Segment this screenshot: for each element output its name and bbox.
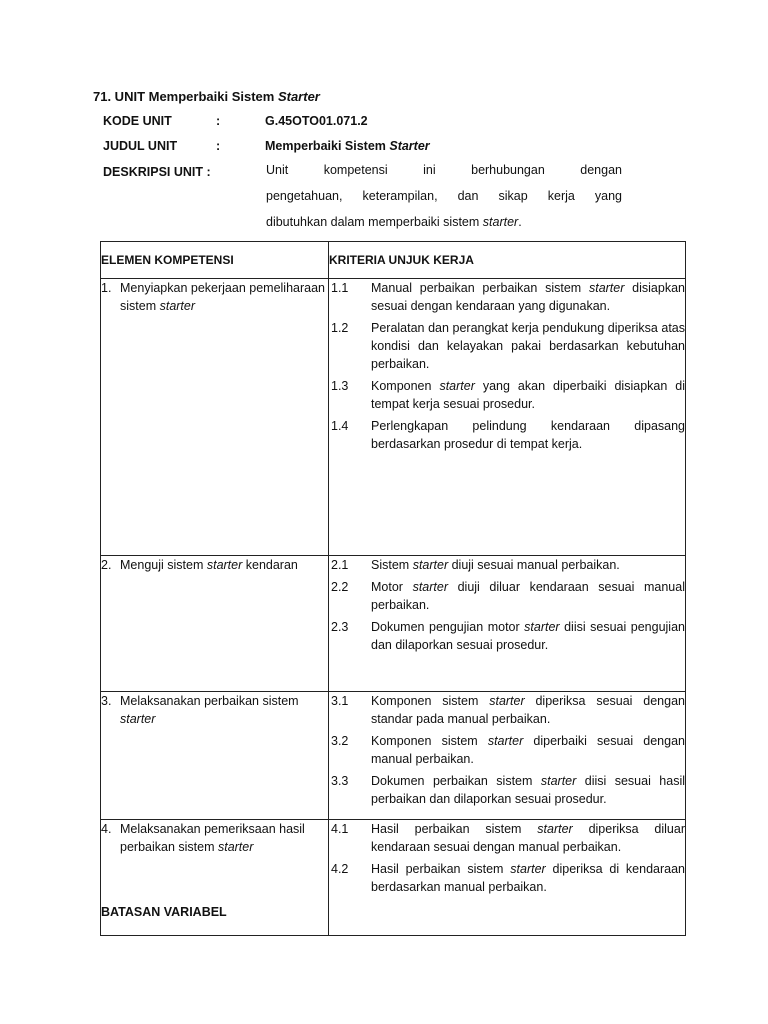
- kriteria-number: 4.2: [331, 862, 349, 876]
- kriteria-text: Dokumen pengujian motor starter diisi sesuai pengujian dan dilaporkan sesuai prosedur.: [371, 620, 685, 652]
- kriteria-item: [329, 319, 685, 373]
- kriteria-number: 1.1: [331, 281, 349, 295]
- deskripsi-line-3-italic: starter: [482, 215, 519, 229]
- judul-unit-value: [265, 137, 430, 155]
- elemen-text: Melaksanakan pemeriksaan hasil perbaikan sistem starter: [120, 822, 305, 854]
- kriteria-text: Hasil perbaikan sistem starter diperiksa diluar kendaraan sesuai dengan manual perbaikan.: [371, 822, 685, 854]
- table-header-row: [101, 242, 686, 279]
- kriteria-number: 2.2: [331, 580, 349, 594]
- deskripsi-line-1: Unit kompetensi ini berhubungan dengan: [266, 163, 622, 177]
- kriteria-text: Komponen sistem starter diperbaiki sesuai dengan manual perbaikan.: [371, 734, 685, 766]
- table-row: [101, 556, 686, 692]
- table-row: [101, 279, 686, 556]
- elemen-item: [101, 820, 328, 856]
- kriteria-text: Komponen sistem starter diperiksa sesuai dengan standar pada manual perbaikan.: [371, 694, 685, 726]
- deskripsi-unit-label: DESKRIPSI UNIT :: [103, 165, 211, 179]
- elemen-number: 3.: [101, 694, 112, 708]
- kriteria-number: 1.2: [331, 321, 349, 335]
- kriteria-item: [329, 279, 685, 315]
- elemen-text: Melaksanakan perbaikan sistem starter: [120, 694, 299, 726]
- kriteria-number: 3.1: [331, 694, 349, 708]
- deskripsi-unit-text: [266, 157, 622, 235]
- col-header-elemen: ELEMEN KOMPETENSI: [101, 242, 329, 279]
- kriteria-text: Dokumen perbaikan sistem starter diisi sesuai hasil perbaikan dan dilaporkan sesuai prosedur.: [371, 774, 686, 806]
- kriteria-item: [329, 618, 685, 654]
- kriteria-item: [329, 692, 685, 728]
- judul-unit-label: JUDUL UNIT: [103, 139, 178, 153]
- elemen-item: [101, 692, 328, 728]
- kriteria-cell: [329, 556, 686, 692]
- kriteria-text: Peralatan dan perangkat kerja pendukung diperiksa atas kondisi dan kelayakan pakai berdasarkan kebutuhan perbaikan.: [371, 321, 685, 371]
- kriteria-text: Manual perbaikan perbaikan sistem starter disiapkan sesuai dengan kendaraan yang digunakan.: [371, 281, 685, 313]
- kriteria-text: Komponen starter yang akan diperbaiki disiapkan di tempat kerja sesuai prosedur.: [371, 379, 685, 411]
- judul-unit-italic: Starter: [389, 139, 430, 153]
- kriteria-item: [329, 820, 685, 856]
- judul-unit-colon: :: [216, 139, 221, 153]
- unit-title: [93, 88, 320, 106]
- elemen-number: 1.: [101, 281, 112, 295]
- kriteria-text: Motor starter diuji diluar kendaraan sesuai manual perbaikan.: [371, 580, 685, 612]
- elemen-item: [101, 556, 328, 574]
- kriteria-cell: [329, 692, 686, 820]
- kriteria-text: Perlengkapan pelindung kendaraan dipasang berdasarkan prosedur di tempat kerja.: [371, 419, 685, 451]
- kriteria-item: [329, 732, 685, 768]
- kriteria-number: 1.4: [331, 419, 349, 433]
- elemen-item: [101, 279, 328, 315]
- elemen-number: 4.: [101, 822, 112, 836]
- table-body: [101, 279, 686, 936]
- kriteria-item: [329, 860, 685, 896]
- batasan-variabel-heading: BATASAN VARIABEL: [101, 905, 227, 919]
- unit-title-text: 71. UNIT Memperbaiki Sistem: [93, 89, 278, 104]
- kriteria-item: [329, 772, 685, 808]
- kriteria-text: Hasil perbaikan sistem starter diperiksa di kendaraan berdasarkan manual perbaikan.: [371, 862, 685, 894]
- elemen-cell: [101, 556, 329, 692]
- table-row: [101, 692, 686, 820]
- kriteria-item: [329, 417, 685, 453]
- elemen-cell: [101, 279, 329, 556]
- kriteria-item: [329, 578, 685, 614]
- elemen-text: Menyiapkan pekerjaan pemeliharaan sistem starter: [120, 281, 325, 313]
- kompetensi-table: [100, 241, 686, 936]
- elemen-number: 2.: [101, 558, 112, 572]
- kriteria-number: 3.3: [331, 774, 349, 788]
- deskripsi-line-2: pengetahuan, keterampilan, dan sikap kerja yang: [266, 189, 622, 203]
- kriteria-text: Sistem starter diuji sesuai manual perbaikan.: [371, 558, 620, 572]
- kriteria-number: 4.1: [331, 822, 349, 836]
- col-header-kriteria: KRITERIA UNJUK KERJA: [329, 242, 686, 279]
- kode-unit-value: G.45OTO01.071.2: [265, 114, 368, 128]
- kriteria-number: 2.1: [331, 558, 349, 572]
- kriteria-item: [329, 556, 685, 574]
- kode-unit-label: KODE UNIT: [103, 114, 172, 128]
- kriteria-cell: [329, 279, 686, 556]
- kriteria-number: 1.3: [331, 379, 349, 393]
- kriteria-number: 3.2: [331, 734, 349, 748]
- kriteria-cell: [329, 820, 686, 936]
- kriteria-item: [329, 377, 685, 413]
- judul-unit-text: Memperbaiki Sistem: [265, 139, 390, 153]
- deskripsi-line-3: [266, 209, 622, 235]
- deskripsi-line-3-text: dibutuhkan dalam memperbaiki sistem: [266, 215, 483, 229]
- kriteria-number: 2.3: [331, 620, 349, 634]
- elemen-cell: [101, 692, 329, 820]
- unit-title-italic: Starter: [277, 89, 320, 104]
- elemen-text: Menguji sistem starter kendaran: [120, 558, 298, 572]
- deskripsi-line-3-suffix: .: [518, 215, 522, 229]
- kode-unit-colon: :: [216, 114, 221, 128]
